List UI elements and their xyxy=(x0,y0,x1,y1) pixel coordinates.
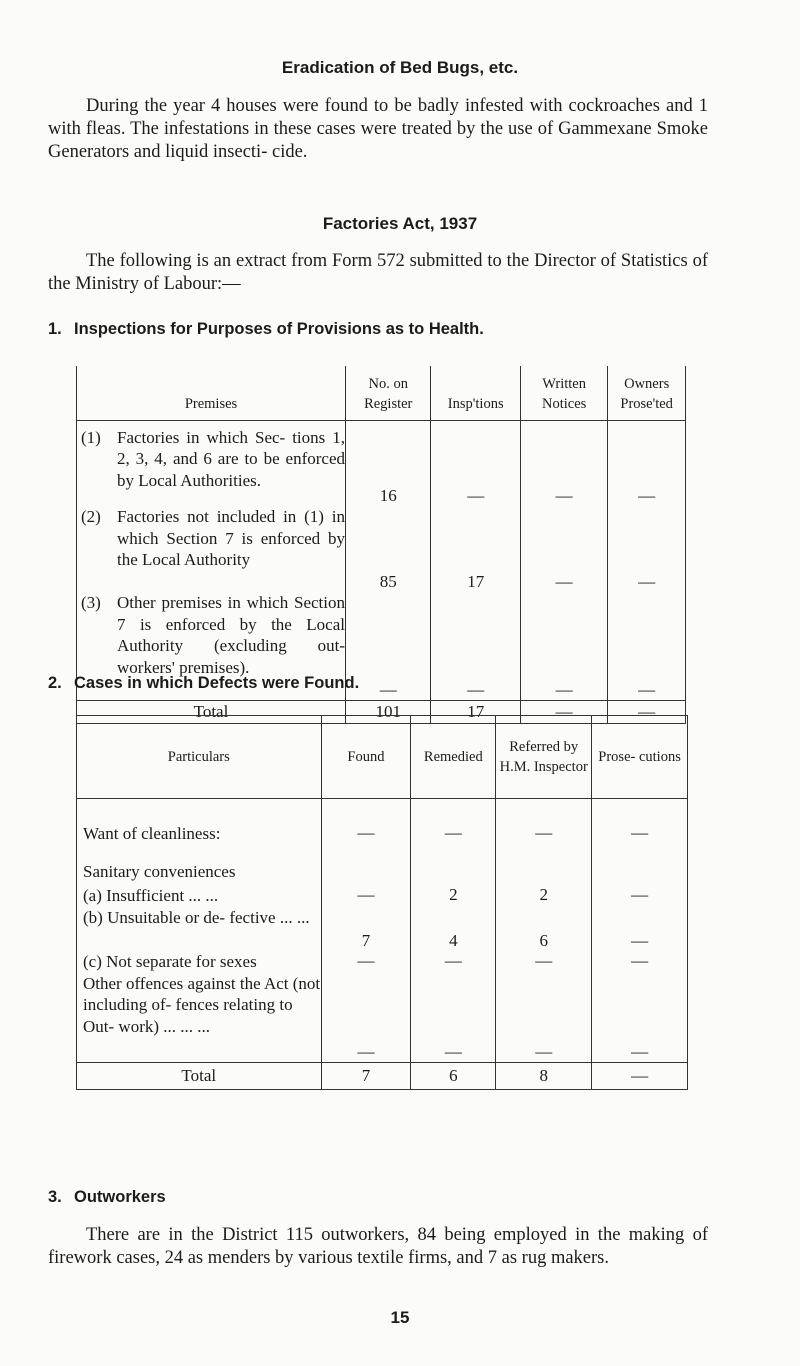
cell xyxy=(321,861,411,885)
header-owners-prosecuted: Owners Prose'ted xyxy=(608,366,686,420)
row-text: (a) Insufficient ... ... xyxy=(77,885,322,907)
bedbugs-heading: Eradication of Bed Bugs, etc. xyxy=(281,58,519,77)
row-text: (c) Not separate for sexes xyxy=(77,951,322,973)
cell: 17 xyxy=(431,506,521,592)
total-row xyxy=(77,1063,688,1090)
row-text: Other offences against the Act (not including of- fences relating to Out- work) ... ... ... xyxy=(77,973,322,1063)
section2-title: 2. Cases in which Defects were Found. xyxy=(48,674,360,692)
total-cell: 6 xyxy=(411,1063,496,1090)
cell: 16 xyxy=(346,420,431,506)
cell: — xyxy=(592,907,688,951)
row-text: Sanitary conveniences xyxy=(77,861,322,885)
row-text: Factories not included in (1) in which Section 7 is enforced by the Local Authority xyxy=(117,507,345,569)
total-label: Total xyxy=(77,1063,322,1090)
cell xyxy=(592,861,688,885)
bedbugs-paragraph: During the year 4 houses were found to be badly infested with cockroaches and 1 with fleas. The infestations in these cases were treated by the use of Gammexane Smoke Generators and liquid insecti- cide. xyxy=(48,96,708,162)
cell: — xyxy=(411,799,496,861)
header-register: No. on Register xyxy=(346,366,431,420)
cell: — xyxy=(321,973,411,1063)
table-row xyxy=(77,799,688,861)
cell: — xyxy=(321,885,411,907)
cell: — xyxy=(431,592,521,700)
cell: — xyxy=(520,592,607,700)
outworkers-paragraph: There are in the District 115 outworkers, 84 being employed in the making of firework cases, 24 as menders by various textile firms, and 7 as rug makers. xyxy=(48,1225,708,1268)
cell: 7 xyxy=(321,907,411,951)
row-text: Other premises in which Section 7 is enforced by the Local Authority (excluding out-workers' premises). xyxy=(117,593,345,677)
cell xyxy=(411,861,496,885)
cell: — xyxy=(592,885,688,907)
row-label: (3) xyxy=(81,593,101,612)
header-inspections: Insp'tions xyxy=(431,366,521,420)
total-cell: 7 xyxy=(321,1063,411,1090)
cell: — xyxy=(496,973,592,1063)
cell: 85 xyxy=(346,506,431,592)
header-prosecutions: Prose- cutions xyxy=(592,716,688,799)
table-row xyxy=(77,885,688,907)
section1-title: 1. Inspections for Purposes of Provisions as to Health. xyxy=(48,320,484,338)
table-row xyxy=(77,951,688,973)
header-found: Found xyxy=(321,716,411,799)
total-cell: — xyxy=(520,700,607,723)
defects-table xyxy=(76,715,688,1090)
header-written-notices: Written Notices xyxy=(520,366,607,420)
table-row xyxy=(77,420,686,506)
cell: 6 xyxy=(496,907,592,951)
factories-heading: Factories Act, 1937 xyxy=(322,214,478,233)
table-row xyxy=(77,973,688,1063)
cell: — xyxy=(520,420,607,506)
section3-title: 3. Outworkers xyxy=(48,1188,166,1206)
row-label: (1) xyxy=(81,427,101,447)
table-row xyxy=(77,861,688,885)
total-label: Total xyxy=(77,700,346,723)
header-remedied: Remedied xyxy=(411,716,496,799)
cell: — xyxy=(592,973,688,1063)
header-premises: Premises xyxy=(77,366,346,420)
page-number: 15 xyxy=(390,1308,410,1327)
cell: — xyxy=(608,420,686,506)
total-cell: 17 xyxy=(431,700,521,723)
cell: — xyxy=(520,506,607,592)
factories-paragraph: The following is an extract from Form 572 submitted to the Director of Statistics of the Ministry of Labour:— xyxy=(48,251,708,294)
row-text: Want of cleanliness: xyxy=(77,799,322,861)
cell: — xyxy=(411,973,496,1063)
cell xyxy=(496,861,592,885)
cell: — xyxy=(321,951,411,973)
cell: — xyxy=(496,799,592,861)
total-cell: — xyxy=(608,700,686,723)
cell: — xyxy=(321,799,411,861)
cell: — xyxy=(608,592,686,700)
cell: 4 xyxy=(411,907,496,951)
table-row xyxy=(77,907,688,951)
cell: — xyxy=(592,799,688,861)
row-text: Factories in which Sec- tions 1, 2, 3, 4, and 6 are to be enforced by Local Authorities. xyxy=(117,427,345,490)
inspections-table xyxy=(76,366,686,724)
total-cell: 8 xyxy=(496,1063,592,1090)
cell: — xyxy=(346,592,431,700)
cell: — xyxy=(592,951,688,973)
cell: 2 xyxy=(411,885,496,907)
header-particulars: Particulars xyxy=(77,716,322,799)
row-label: (2) xyxy=(81,507,101,526)
header-referred: Referred by H.M. Inspector xyxy=(496,716,592,799)
cell: — xyxy=(411,951,496,973)
cell: — xyxy=(496,951,592,973)
cell: 2 xyxy=(496,885,592,907)
row-text: (b) Unsuitable or de- fective ... ... xyxy=(77,907,322,951)
cell: — xyxy=(608,506,686,592)
table-row xyxy=(77,506,686,592)
total-cell: 101 xyxy=(346,700,431,723)
total-cell: — xyxy=(592,1063,688,1090)
cell: — xyxy=(431,420,521,506)
